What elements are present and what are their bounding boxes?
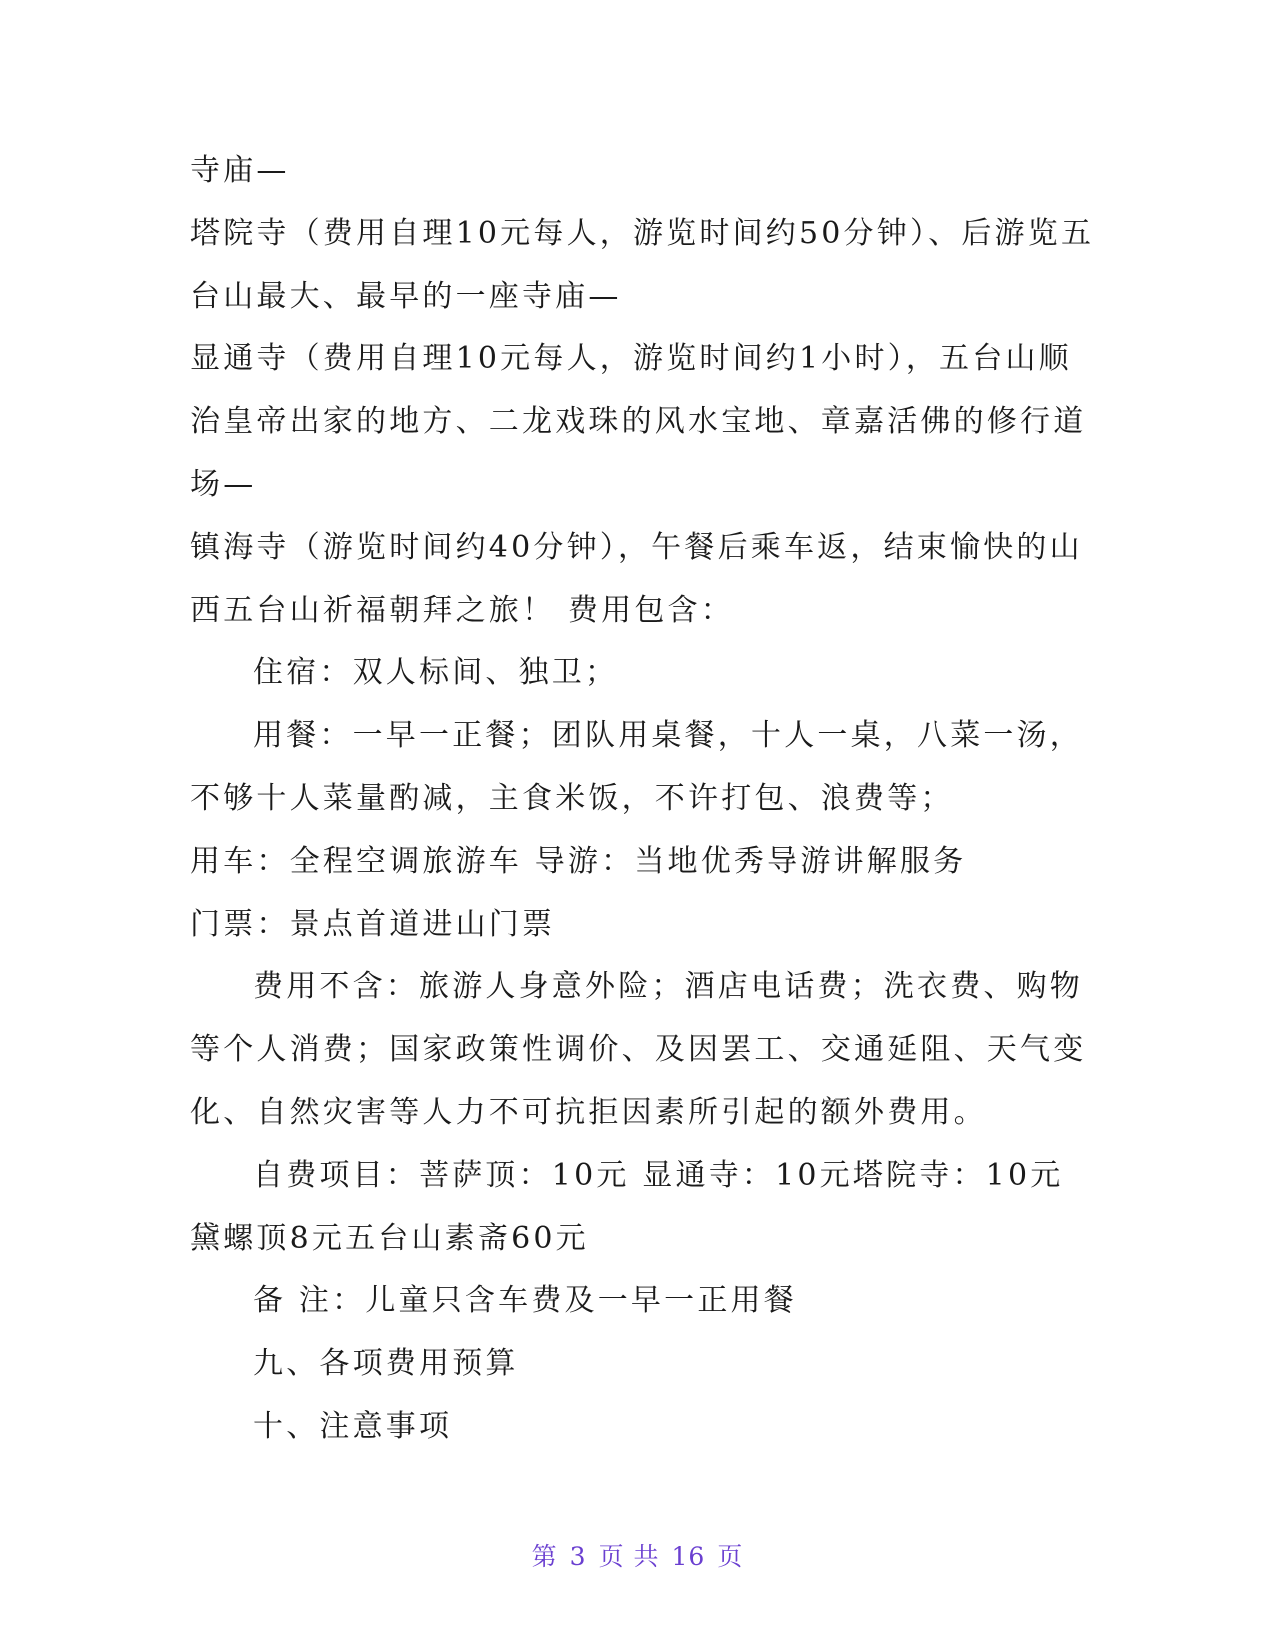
text-line: 不够十人菜量酌减，主食米饭，不许打包、浪费等；: [190, 780, 954, 816]
text-line: 住宿：双人标间、独卫；: [253, 655, 619, 691]
page-footer: [0, 1537, 1275, 1573]
footer-suffix: 页: [717, 1542, 744, 1571]
text-line: 西五台山祈福朝拜之旅！ 费用包含：: [190, 592, 734, 628]
text-line: 费用不含：旅游人身意外险；酒店电话费；洗衣费、购物: [253, 969, 1083, 1005]
section-heading: 九、各项费用预算: [253, 1346, 519, 1382]
document-body: [190, 140, 1095, 1459]
text-line: 门票：景点首道进山门票: [190, 906, 556, 942]
current-page-number: 3: [569, 1542, 587, 1571]
text-line: 场—: [190, 466, 257, 502]
text-line: 治皇帝出家的地方、二龙戏珠的风水宝地、章嘉活佛的修行道: [190, 404, 1087, 440]
footer-prefix: 第: [531, 1542, 558, 1571]
total-page-count: 16: [671, 1542, 706, 1571]
section-heading: 十、注意事项: [253, 1408, 453, 1444]
text-line: 等个人消费；国家政策性调价、及因罢工、交通延阻、天气变: [190, 1032, 1087, 1068]
text-line: 用车：全程空调旅游车 导游：当地优秀导游讲解服务: [190, 843, 967, 879]
text-line: 化、自然灾害等人力不可抗拒因素所引起的额外费用。: [190, 1094, 987, 1130]
text-line: 镇海寺（游览时间约40分钟），午餐后乘车返，结束愉快的山: [190, 529, 1083, 565]
text-line: 自费项目：菩萨顶：10元 显通寺：10元塔院寺：10元: [253, 1157, 1064, 1193]
footer-middle: 页 共: [598, 1542, 660, 1571]
text-line: 用餐：一早一正餐；团队用桌餐，十人一桌，八菜一汤，: [253, 718, 1083, 754]
text-line: 显通寺（费用自理10元每人，游览时间约1小时），五台山顺: [190, 341, 1072, 377]
text-line: 备 注：儿童只含车费及一早一正用餐: [253, 1283, 797, 1319]
text-line: 台山最大、最早的一座寺庙—: [190, 278, 622, 314]
text-line: 黛螺顶8元五台山素斋60元: [190, 1220, 589, 1256]
text-line: 寺庙—: [190, 153, 290, 188]
text-line: 塔院寺（费用自理10元每人，游览时间约50分钟）、后游览五: [190, 215, 1095, 251]
